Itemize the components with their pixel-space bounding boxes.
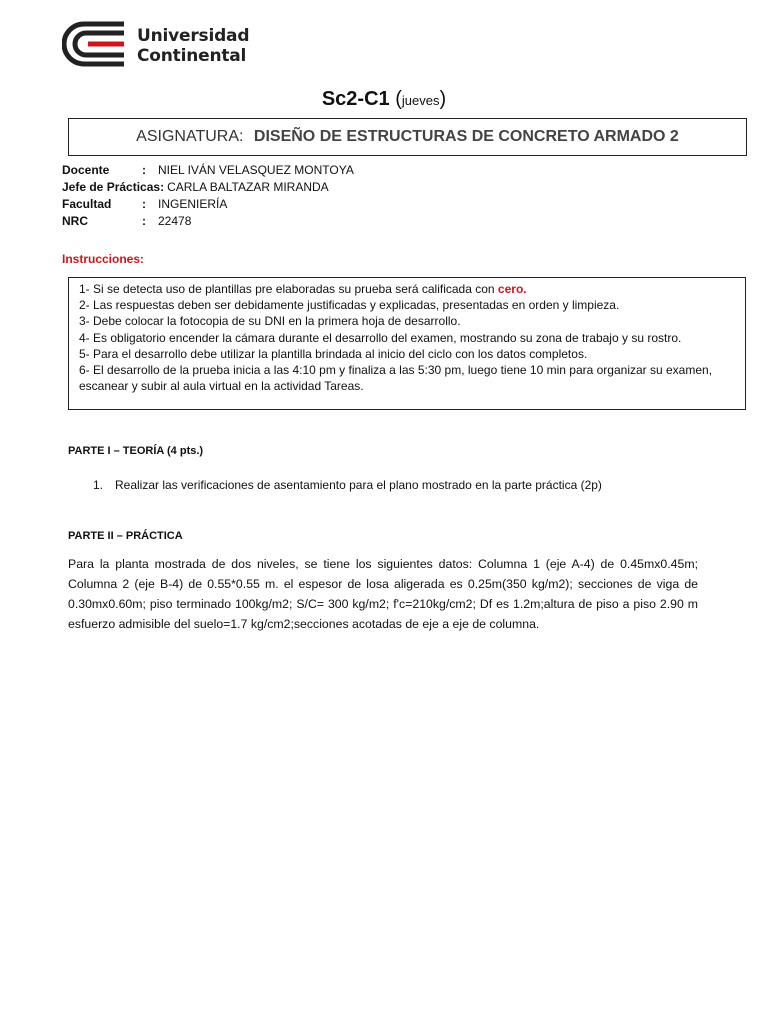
instruction-item: 2- Las respuestas deben ser debidamente justificadas y explicadas, presentadas en orden y limpieza.: [79, 298, 620, 313]
practice-statement: Para la planta mostrada de dos niveles, se tiene los siguientes datos: Columna 1 (eje A-4) de 0.45mx0.45m; Columna 2 (eje B-4) de 0.55*0.55 m. el espesor de losa aligerada es 0.25m(350 kg/m2); secciones de viga de 0.30mx0.60m; piso terminado 100kg/m2; S/C= 300 kg/m2; f'c=210kg/cm2; Df es 1.2m;altura de piso a piso 2.90 m esfuerzo admisible del suelo=1.7 kg/cm2;secciones acotadas de eje a eje de columna.: [68, 557, 698, 631]
jefe-value: CARLA BALTAZAR MIRANDA: [167, 180, 329, 194]
instruction-item: 4- Es obligatorio encender la cámara durante el desarrollo del examen, mostrando su zona de trabajo y su rostro.: [79, 330, 682, 345]
info-row-jefe: [62, 180, 354, 197]
instruction-item: 1- Si se detecta uso de plantillas pre elaboradas su prueba será calificada con cero.: [79, 282, 527, 296]
part1-heading: PARTE I – TEORÍA (4 pts.): [68, 445, 204, 457]
subject-name: DISEÑO DE ESTRUCTURAS DE CONCRETO ARMADO 2: [253, 128, 679, 145]
exam-title: Sc2-C1 (jueves): [321, 88, 447, 110]
instruction-item: 6- El desarrollo de la prueba inicia a las 4:10 pm y finaliza a las 5:30 pm, luego tiene 10 min para organizar su examen, escanear y subir al aula virtual en la actividad Tareas.: [79, 363, 713, 394]
info-row-docente: Docente : NIEL IVÁN VELASQUEZ MONTOYA: [62, 163, 354, 177]
instruction-warning: cero.: [497, 282, 527, 296]
university-logo-icon: [62, 20, 128, 68]
docente-label: Docente: [62, 163, 110, 177]
info-row-facultad: Facultad : INGENIERÍA: [62, 197, 228, 211]
subject-label: ASIGNATURA:: [136, 128, 244, 145]
facultad-label: Facultad: [62, 197, 112, 211]
question-text: Realizar las verificaciones de asentamiento para el plano mostrado en la parte práctica (2p): [115, 478, 602, 492]
facultad-value: INGENIERÍA: [158, 197, 228, 211]
instructions-heading: Instrucciones:: [62, 252, 145, 266]
info-row-nrc: NRC : 22478: [62, 214, 192, 228]
question-number: 1.: [93, 478, 104, 492]
logo-text-line1: Universidad: [137, 26, 250, 46]
part2-heading: PARTE II – PRÁCTICA: [68, 530, 183, 542]
instruction-item: 3- Debe colocar la fotocopia de su DNI en la primera hoja de desarrollo.: [79, 314, 461, 329]
university-logo: [62, 20, 262, 70]
instruction-item: 5- Para el desarrollo debe utilizar la plantilla brindada al inicio del ciclo con los datos completos.: [79, 346, 588, 361]
exam-code: Sc2-C1: [321, 88, 390, 110]
question-1: [93, 478, 602, 492]
nrc-label: NRC: [62, 214, 88, 228]
instructions-box: [68, 277, 746, 410]
docente-value: NIEL IVÁN VELASQUEZ MONTOYA: [158, 163, 354, 177]
course-info: [62, 163, 354, 231]
exam-day: jueves: [401, 93, 440, 108]
logo-text-line2: Continental: [137, 46, 247, 66]
jefe-label: Jefe de Prácticas:: [62, 180, 165, 194]
subject-box: [68, 118, 747, 156]
nrc-value: 22478: [158, 214, 192, 228]
